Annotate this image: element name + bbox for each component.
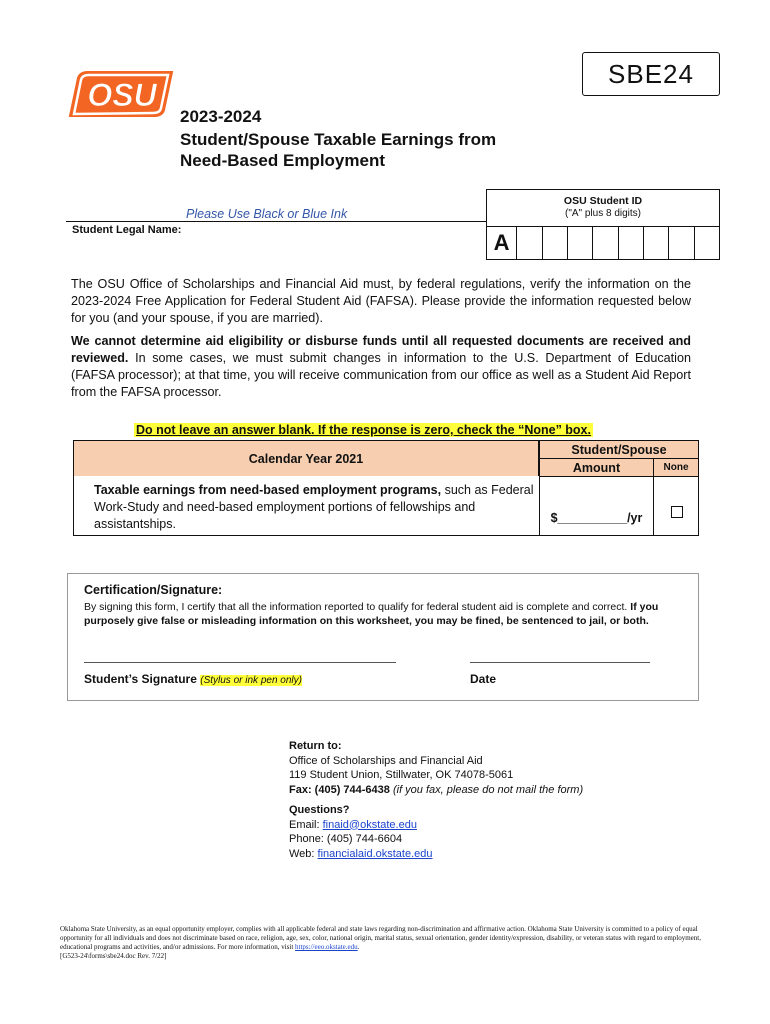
earnings-table <box>73 440 699 540</box>
name-field-rule <box>66 221 486 222</box>
student-id-header <box>486 189 720 227</box>
student-id-digit[interactable] <box>619 227 644 259</box>
student-id-field[interactable] <box>486 226 720 260</box>
form-title-line1: Student/Spouse Taxable Earnings from <box>180 130 497 149</box>
certification-text <box>84 600 690 628</box>
earnings-amount-field[interactable]: $__________/yr <box>539 476 654 536</box>
phone-line: Phone: (405) 744-6604 <box>289 833 403 845</box>
signature-label-text: Student’s Signature <box>84 672 197 686</box>
office-address: 119 Student Union, Stillwater, OK 74078-5061 <box>289 769 514 781</box>
none-cell <box>653 476 699 536</box>
form-code: SBE24 <box>582 52 720 96</box>
certification-statement: By signing this form, I certify that all the information reported to qualify for federal student aid is complete and correct. <box>84 601 628 613</box>
student-id-prefix: A <box>487 227 517 259</box>
signature-line[interactable] <box>84 662 396 663</box>
certification-box <box>67 573 699 701</box>
student-id-digit[interactable] <box>695 227 719 259</box>
fax-number: Fax: (405) 744-6438 <box>289 783 390 796</box>
contact-block <box>289 739 583 861</box>
ink-note: Please Use Black or Blue Ink <box>186 207 348 221</box>
instruction-banner: Do not leave an answer blank. If the response is zero, check the “None” box. <box>136 423 591 437</box>
student-id-digit[interactable] <box>644 227 669 259</box>
office-name: Office of Scholarships and Financial Aid <box>289 754 483 767</box>
form-year: 2023-2024 <box>180 107 262 126</box>
certification-title: Certification/Signature: <box>84 583 223 597</box>
eeo-statement-end: . <box>357 943 360 951</box>
earnings-row-description <box>73 476 539 536</box>
intro-paragraph-1: The OSU Office of Scholarships and Financial Aid must, by federal regulations, verify the information on the 2023-2024 Free Application for Federal Student Aid (FAFSA). Please provide the information requested below for you (and your spouse, if you are married). <box>71 277 691 325</box>
email-label: Email: <box>289 818 323 831</box>
student-id-digit[interactable] <box>669 227 694 259</box>
web-label: Web: <box>289 847 318 860</box>
none-checkbox[interactable] <box>671 506 683 518</box>
web-line <box>289 847 583 862</box>
signature-label <box>84 672 302 686</box>
none-header: None <box>653 458 699 477</box>
date-line[interactable] <box>470 662 650 663</box>
amount-header: Amount <box>539 458 654 477</box>
intro-paragraph-2 <box>71 333 691 401</box>
intro-paragraph-2-bold: We cannot determine aid eligibility or disburse funds until all requested documents are received and reviewed. <box>71 334 691 365</box>
student-name-label: Student Legal Name: <box>72 224 182 236</box>
logo-text: OSU <box>87 77 157 113</box>
student-id-digit[interactable] <box>517 227 542 259</box>
return-label: Return to: <box>289 740 342 752</box>
student-spouse-header: Student/Spouse <box>539 440 699 459</box>
eeo-statement: Oklahoma State University, as an equal opportunity employer, complies with all applicable federal and state laws regarding non-discrimination and affirmative action. Oklahoma State University is committed to a policy of equal opportunity for all individuals and does not discriminate based on race, religion, age, sex, color, national origin, marital status, sexual orientation, gender identity/expression, disability, or veteran status with regard to employment, educational programs and activities, and/or admissions. For more information, visit <box>60 925 701 951</box>
student-id-sublabel: ("A" plus 8 digits) <box>564 208 641 219</box>
osu-logo <box>64 64 182 124</box>
earnings-row-rest: such as Federal Work-Study and need-based employment portions of fellowships and assistantships. <box>94 483 534 531</box>
footer-notice <box>60 925 710 961</box>
form-title-line2: Need-Based Employment <box>180 151 385 170</box>
signature-note: (Stylus or ink pen only) <box>200 675 302 686</box>
certification-warning: If you purposely give false or misleading information on this worksheet, you may be fined, be sentenced to jail, or both. <box>84 601 659 627</box>
calendar-year-header: Calendar Year 2021 <box>73 440 539 477</box>
student-id-digit[interactable] <box>543 227 568 259</box>
eeo-link[interactable]: https://eeo.okstate.edu <box>295 943 358 951</box>
fax-line <box>289 783 583 798</box>
student-id-label: OSU Student ID <box>563 195 643 207</box>
intro-paragraph-2-rest: In some cases, we must submit changes in information to the U.S. Department of Education (FAFSA processor); at that time, you will receive communication from our office as well as a Student Aid Report from the FAFSA processor. <box>71 351 691 399</box>
questions-label: Questions? <box>289 804 350 816</box>
earnings-row-bold: Taxable earnings from need-based employment programs, <box>94 483 442 497</box>
fax-note: (if you fax, please do not mail the form) <box>389 783 584 796</box>
student-id-digit[interactable] <box>593 227 618 259</box>
web-link[interactable]: financialaid.okstate.edu <box>317 847 433 860</box>
email-link[interactable]: finaid@okstate.edu <box>322 818 417 831</box>
student-id-digit[interactable] <box>568 227 593 259</box>
email-line <box>289 818 583 833</box>
document-reference: [G523-24\forms\sbe24.doc Rev. 7/22] <box>60 952 167 960</box>
date-label: Date <box>470 672 497 686</box>
